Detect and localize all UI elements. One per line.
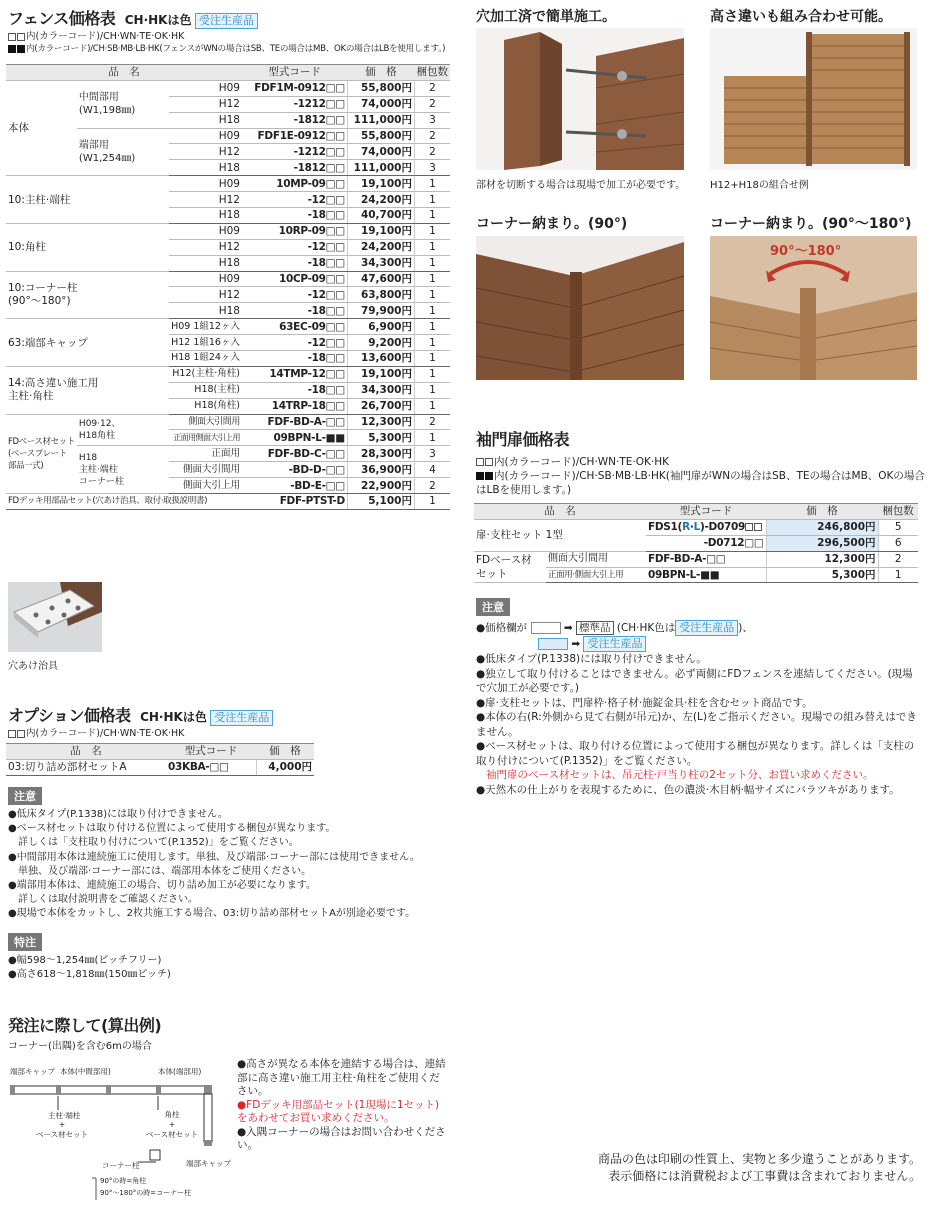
qty-cell: 1 — [414, 303, 450, 319]
price-cell: 26,700円 — [347, 398, 414, 414]
table-row — [6, 319, 450, 335]
code-cell: -1812□□ — [242, 112, 347, 128]
legend-90: 90°の時=角柱 — [100, 1177, 147, 1185]
legend-180: 90°〜180°の時=コーナー柱 — [100, 1189, 192, 1197]
price-cell: 12,300円 — [766, 551, 878, 567]
code-cell: -BD-E-□□ — [242, 478, 347, 494]
price-cell: 40,700円 — [347, 208, 414, 224]
qty-cell: 2 — [414, 414, 450, 430]
sub-label: 中間部用 (W1,198㎜) — [77, 80, 169, 128]
size-cell: H18(角柱) — [169, 398, 242, 414]
notes-badge-2: 受注生産品 — [583, 636, 646, 652]
option-legend-text: 内(カラーコード)/CH·WN·TE·OK·HK — [26, 728, 185, 739]
table-row — [6, 414, 450, 430]
code-cell: FDF-BD-A-□□ — [646, 551, 766, 567]
qty-cell: 3 — [414, 446, 450, 462]
price-cell: 34,300円 — [347, 255, 414, 271]
photo3-title: コーナー納まり。(90°) — [476, 216, 628, 232]
code-cell: -12□□ — [242, 287, 347, 303]
price-cell: 5,300円 — [347, 430, 414, 446]
note-item: ●低床タイプ(P.1338)には取り付けできません。 — [8, 809, 228, 820]
photo2-title: 高さ違いも組み合わせ可能。 — [710, 9, 892, 25]
notes-right-head: 注意 — [476, 598, 510, 616]
option-badge: 受注生産品 — [210, 710, 273, 726]
size-cell: H12 — [169, 192, 242, 208]
size-cell: H18 — [169, 112, 242, 128]
size-cell: H09 — [169, 128, 242, 144]
std-label: 標準品 — [576, 621, 614, 635]
table-row — [474, 551, 918, 567]
qty-cell: 2 — [414, 144, 450, 160]
table-row — [6, 494, 450, 510]
col-code: 型式コード — [242, 65, 347, 81]
price-cell: 28,300円 — [347, 446, 414, 462]
code-cell: FDS1(R·L)-D0709 — [646, 519, 766, 535]
photo3 — [476, 236, 684, 380]
code-cell: FDF-BD-A-□□ — [242, 414, 347, 430]
code-cell: 10RP-09□□ — [242, 223, 347, 239]
size-cell: H12(主柱·角柱) — [169, 366, 242, 382]
table-row — [474, 519, 918, 535]
note-item: ●本体の右(R:外側から見て右側が吊元)か、左(L)をご指示ください。現場での組み替えはできません。 — [476, 711, 917, 738]
price-cell: 13,600円 — [347, 351, 414, 367]
note-item: 詳しくは「支柱取り付けについて(P.1352)」をご覧ください。 — [18, 837, 299, 849]
code-cell: -18□□ — [242, 382, 347, 398]
label-body-end: 本体(端部用) — [158, 1067, 202, 1076]
col-code: 型式コード — [646, 504, 766, 520]
notes-left — [8, 787, 448, 922]
code-cell: -18□□ — [242, 303, 347, 319]
qty-cell: 1 — [414, 382, 450, 398]
sub-cell: 側面大引間用 — [546, 551, 646, 567]
pre-drilled-image — [476, 28, 684, 170]
size-cell: H18 1組24ヶ入 — [169, 351, 242, 367]
code-cell: -1212□□ — [242, 96, 347, 112]
jig-caption: 穴あけ治具 — [8, 661, 58, 672]
fence-legend-2: 内(カラーコード)/CH·SB·MB·LB·HK(フェンスがWNの場合はSB、TEの場合はMB、OKの場合はLBを使用します。) — [26, 44, 446, 54]
size-cell: 正面用 — [169, 446, 242, 462]
size-cell: H09 1組12ヶ入 — [169, 319, 242, 335]
price-cell: 47,600円 — [347, 271, 414, 287]
fence-header — [8, 6, 258, 29]
price-cell: 55,800円 — [347, 80, 414, 96]
group-label: 14:高さ違い施工用 主柱·角柱 — [6, 366, 169, 414]
order-title: 発注に際して(算出例) — [8, 1016, 162, 1035]
order-subtitle: コーナー(出隅)を含む6mの場合 — [8, 1041, 152, 1052]
code-cell: -18□□ — [242, 351, 347, 367]
photo2-caption: H12+H18の組合せ例 — [710, 180, 809, 191]
sub-label: H09·12、 H18角柱 — [77, 414, 169, 446]
code-cell: -18□□ — [242, 208, 347, 224]
label-main-post: 主柱·端柱 — [48, 1111, 81, 1120]
code-cell: -1812□□ — [242, 160, 347, 176]
photo2 — [710, 28, 917, 170]
jig-photo — [8, 582, 102, 652]
code-cell: 10CP-09□□ — [242, 271, 347, 287]
fence-legend-1: 内(カラーコード)/CH·WN·TE·OK·HK — [26, 31, 185, 42]
price-cell: 19,100円 — [347, 223, 414, 239]
size-cell: H18 — [169, 208, 242, 224]
name-cell: 03:切り詰め部材セットA — [6, 759, 166, 775]
price-cell: 6,900円 — [347, 319, 414, 335]
qty-cell: 2 — [414, 96, 450, 112]
size-cell: H09 — [169, 80, 242, 96]
size-cell: 側面大引間用 — [169, 462, 242, 478]
note-item: ●独立して取り付けることはできません。必ず両側にFDフェンスを連結してください。(現場で穴加工が必要です。) — [476, 667, 913, 694]
note-item: ●低床タイプ(P.1338)には取り付けできません。 — [476, 653, 707, 665]
price-cell: 9,200円 — [347, 335, 414, 351]
gate-legend — [476, 455, 926, 497]
price-cell: 55,800円 — [347, 128, 414, 144]
price-cell: 296,500円 — [766, 535, 878, 551]
footer-line-2: 表示価格には消費税および工事費は含まれておりません。 — [608, 1169, 921, 1183]
label-corner-post: 角柱 + ベース材セット — [146, 1110, 199, 1139]
size-cell: H09 — [169, 223, 242, 239]
label-end-cap: 端部キャップ — [10, 1067, 55, 1076]
code-cell: 09BPN-L-■■ — [646, 567, 766, 583]
fence-title: フェンス価格表 — [8, 9, 116, 28]
size-cell: H18(主柱) — [169, 382, 242, 398]
col-price: 価 格 — [347, 65, 414, 81]
price-cell: 19,100円 — [347, 366, 414, 382]
fence-table-header — [6, 65, 450, 81]
col-price: 価 格 — [766, 504, 878, 520]
code-cell: -12□□ — [242, 192, 347, 208]
qty-cell: 1 — [414, 239, 450, 255]
col-name: 品 名 — [6, 744, 166, 760]
col-name: 品 名 — [474, 504, 646, 520]
qty-cell: 2 — [414, 478, 450, 494]
note-item: 詳しくは取付説明書をご確認ください。 — [18, 894, 198, 906]
note-item: ●ベース材セットは取り付ける位置によって使用する梱包が異なります。 — [8, 823, 336, 835]
code-cell: 10MP-09□□ — [242, 176, 347, 192]
size-cell: H18 — [169, 160, 242, 176]
qty-cell: 1 — [414, 223, 450, 239]
qty-cell: 2 — [878, 551, 918, 567]
price-cell: 19,100円 — [347, 176, 414, 192]
order-note: ●入隅コーナーの場合はお問い合わせください。 — [237, 1125, 446, 1151]
order-section — [8, 1013, 161, 1052]
note-item: ●現場で本体をカットし、2枚共施工する場合、03:切り詰め部材セットAが別途必要です。 — [8, 908, 416, 920]
photo1-caption: 部材を切断する場合は現場で加工が必要です。 — [476, 180, 686, 191]
price-cell: 24,200円 — [347, 192, 414, 208]
size-cell: H12 — [169, 96, 242, 112]
fence-legend — [8, 30, 458, 56]
group-label: 10:コーナー柱 (90°〜180°) — [6, 271, 169, 319]
name-cell: FDベース材 セット — [474, 551, 546, 583]
group-label: 63:端部キャップ — [6, 319, 169, 367]
size-cell: H12 — [169, 239, 242, 255]
gate-legend-2: 内(カラーコード)/CH·SB·MB·LB·HK(袖門扉がWNの場合はSB、TEの場合はMB、OKの場合はLBを使用します。) — [476, 470, 925, 496]
code-cell: 03KBA-□□ — [166, 759, 256, 775]
size-cell: H12 — [169, 287, 242, 303]
note-item: 単独、及び端部·コーナー部には、端部用本体をご使用ください。 — [18, 865, 312, 877]
qty-cell: 1 — [414, 366, 450, 382]
code-cell: 14TMP-12□□ — [242, 366, 347, 382]
col-qty: 梱包数 — [878, 504, 918, 520]
code-cell: FDF1M-0912□□ — [242, 80, 347, 96]
code-cell: FDF1E-0912□□ — [242, 128, 347, 144]
price-cell: 34,300円 — [347, 382, 414, 398]
qty-cell: 1 — [414, 192, 450, 208]
price-cell: 5,100円 — [347, 494, 414, 510]
qty-cell: 2 — [414, 80, 450, 96]
feature-item: ●高さ618〜1,818㎜(150㎜ピッチ) — [8, 969, 171, 981]
order-note: ●FDデッキ用部品セット(1現場に1セット)をあわせてお買い求めください。 — [237, 1098, 440, 1124]
price-cell: 24,200円 — [347, 239, 414, 255]
price-cell: 63,800円 — [347, 287, 414, 303]
note-item: ●端部用本体は、連続施工の場合、切り詰め加工が必要になります。 — [8, 880, 316, 892]
note-item: ●天然木の仕上がりを表現するために、色の濃淡·木目柄·幅サイズにバラツキがあります。 — [476, 783, 900, 796]
label-plus-base: + ベース材セット — [36, 1120, 89, 1139]
price-cell: 74,000円 — [347, 96, 414, 112]
code-cell: -BD-D-□□ — [242, 462, 347, 478]
label-body: 本体(中間部用) — [60, 1067, 111, 1076]
qty-cell: 1 — [878, 567, 918, 583]
group-label: FDデッキ用部品セット(穴あけ治具、取付·取扱説明書) — [6, 494, 242, 510]
footer-line-1: 商品の色は印刷の性質上、実物と多少違うことがあります。 — [597, 1152, 921, 1166]
price-legend-line: ●価格欄が ➡ 標準品 (CH·HK色は 受注生産品 )、 — [476, 621, 753, 634]
qty-cell: 2 — [414, 128, 450, 144]
option-title: オプション価格表 — [8, 706, 131, 725]
qty-cell: 1 — [414, 398, 450, 414]
name-cell: 扉·支柱セット 1型 — [474, 519, 646, 551]
height-combo-image — [710, 28, 917, 170]
qty-cell: 1 — [414, 271, 450, 287]
features — [8, 933, 171, 982]
qty-cell: 1 — [414, 494, 450, 510]
table-row — [6, 759, 314, 775]
order-notes — [237, 1058, 447, 1153]
code-cell: 14TRP-18□□ — [242, 398, 347, 414]
notes-right — [476, 598, 921, 797]
price-cell: 246,800円 — [766, 519, 878, 535]
code-cell: -12□□ — [242, 239, 347, 255]
corner-90-image — [476, 236, 684, 380]
code-cell: FDF-BD-C-□□ — [242, 446, 347, 462]
gate-price-table — [474, 503, 918, 583]
qty-cell: 3 — [414, 160, 450, 176]
table-row — [6, 80, 450, 96]
price-cell: 79,900円 — [347, 303, 414, 319]
qty-cell: 4 — [414, 462, 450, 478]
qty-cell: 1 — [414, 255, 450, 271]
group-label: 10:主柱·端柱 — [6, 176, 169, 224]
photo1 — [476, 28, 684, 170]
photo4-title: コーナー納まり。(90°〜180°) — [710, 216, 912, 232]
size-cell: 側面大引間用 — [169, 414, 242, 430]
col-code: 型式コード — [166, 744, 256, 760]
price-cell: 74,000円 — [347, 144, 414, 160]
qty-cell: 1 — [414, 208, 450, 224]
price-cell: 22,900円 — [347, 478, 414, 494]
note-item: ●中間部用本体は連続施工に使用します。単独、及び端部·コーナー部には使用できません。 — [8, 851, 420, 863]
code-cell: 63EC-09□□ — [242, 319, 347, 335]
fence-price-table — [6, 64, 450, 510]
table-row — [6, 176, 450, 192]
qty-cell: 5 — [878, 519, 918, 535]
qty-cell: 1 — [414, 351, 450, 367]
qty-cell: 6 — [878, 535, 918, 551]
table-row — [6, 271, 450, 287]
photo1-title: 穴加工済で簡単施工。 — [476, 9, 616, 25]
option-price-table — [6, 743, 314, 776]
code-cell: FDF-PTST-D — [242, 494, 347, 510]
footer — [598, 1151, 921, 1185]
fence-color-note: CH·HKは色 — [124, 13, 192, 27]
qty-cell: 1 — [414, 430, 450, 446]
order-diagram — [8, 1062, 233, 1202]
col-name: 品 名 — [6, 65, 242, 81]
qty-cell: 1 — [414, 176, 450, 192]
qty-cell: 3 — [414, 112, 450, 128]
note-item-red: 袖門扉のベース材セットは、吊元柱·戸当り柱の2セット分、お買い求めください。 — [486, 769, 874, 781]
code-cell: -1212□□ — [242, 144, 347, 160]
price-cell: 5,300円 — [766, 567, 878, 583]
notes-badge: 受注生産品 — [675, 620, 738, 636]
features-head: 特注 — [8, 933, 42, 951]
table-row — [6, 223, 450, 239]
price-cell: 36,900円 — [347, 462, 414, 478]
price-cell: 4,000円 — [256, 759, 314, 775]
col-price: 価 格 — [256, 744, 314, 760]
size-cell: H12 — [169, 144, 242, 160]
size-cell: H18 — [169, 255, 242, 271]
table-row — [6, 366, 450, 382]
option-color-note: CH·HKは色 — [140, 710, 207, 724]
size-cell: H09 — [169, 271, 242, 287]
price-cell: 111,000円 — [347, 112, 414, 128]
photo4 — [710, 236, 917, 380]
code-cell: -18□□ — [242, 255, 347, 271]
order-note: ●高さが異なる本体を連結する場合は、連結部に高さ違い施工用主柱·角柱をご使用ください。 — [237, 1058, 446, 1097]
group-label: FDベース材セット (ベースプレート 部品一式) — [6, 414, 77, 493]
label-end-cap-2: 端部キャップ — [186, 1159, 231, 1168]
fence-badge: 受注生産品 — [195, 13, 258, 29]
sub-label: 端部用 (W1,254㎜) — [77, 128, 169, 176]
size-cell: 側面大引上用 — [169, 478, 242, 494]
group-label: 本体 — [6, 80, 77, 175]
notes-left-head: 注意 — [8, 787, 42, 805]
gate-title: 袖門扉価格表 — [476, 430, 570, 449]
size-cell: H12 1組16ヶ入 — [169, 335, 242, 351]
qty-cell: 1 — [414, 319, 450, 335]
size-cell: H09 — [169, 176, 242, 192]
col-qty: 梱包数 — [414, 65, 450, 81]
group-label: 10:角柱 — [6, 223, 169, 271]
feature-item: ●幅598〜1,254㎜(ピッチフリー) — [8, 955, 162, 966]
price-legend-line-2: ➡ 受注生産品 — [476, 636, 921, 652]
qty-cell: 1 — [414, 287, 450, 303]
angle-label: 90°〜180° — [770, 244, 842, 259]
qty-cell: 1 — [414, 335, 450, 351]
sub-cell: 正面用·側面大引上用 — [546, 567, 646, 583]
sub-label: H18 主柱·端柱 コーナー柱 — [77, 446, 169, 494]
code-cell: -12□□ — [242, 335, 347, 351]
price-cell: 12,300円 — [347, 414, 414, 430]
jig-image — [8, 582, 102, 652]
option-header — [8, 703, 273, 726]
note-item: ●扉·支柱セットは、門扉枠·格子材·施錠金具·柱を含むセット商品です。 — [476, 696, 813, 709]
price-cell: 111,000円 — [347, 160, 414, 176]
gate-legend-1: 内(カラーコード)/CH·WN·TE·OK·HK — [494, 456, 670, 468]
label-corner: コーナー柱 — [102, 1161, 140, 1170]
note-item: ●ベース材セットは、取り付ける位置によって使用する梱包が異なります。詳しくは「支柱の取り付けについて(P.1352)」をご覧ください。 — [476, 740, 915, 767]
code-cell: 09BPN-L-■■ — [242, 430, 347, 446]
code-cell: -D0712□□ — [646, 535, 766, 551]
size-cell: H18 — [169, 303, 242, 319]
option-legend — [8, 727, 184, 740]
size-cell: 正面用側面大引上用 — [169, 430, 242, 446]
